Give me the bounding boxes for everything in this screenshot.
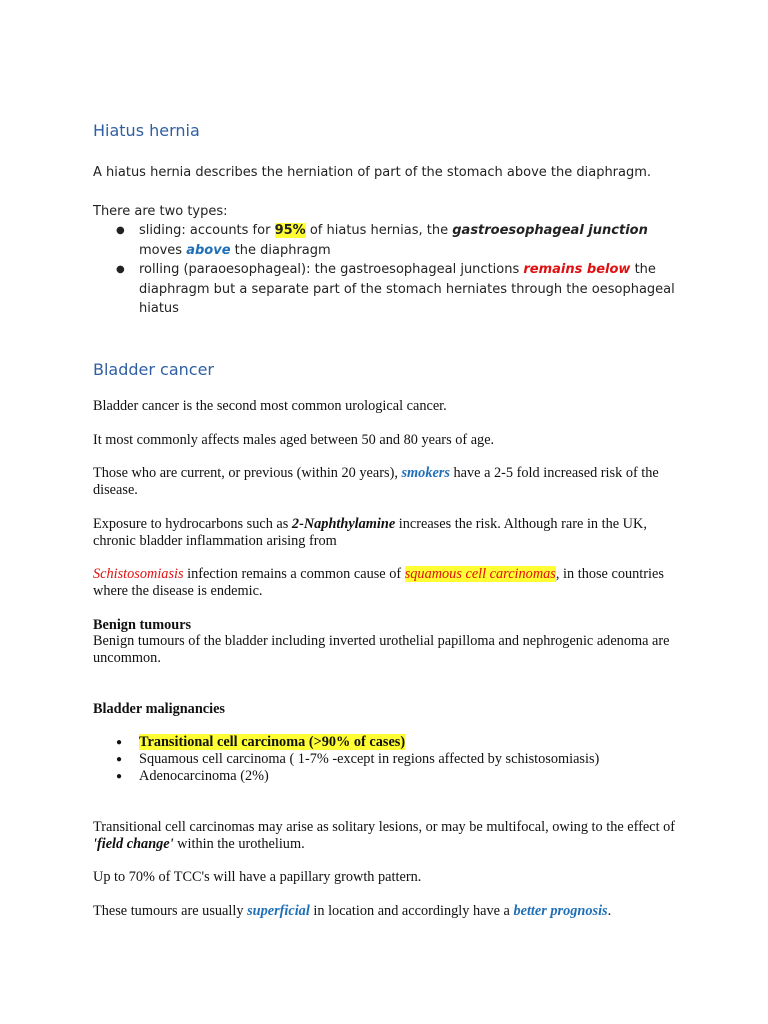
hiatus-types-list: [93, 221, 679, 319]
list-item-sliding: ● sliding: accounts for 95% of hiatus hernias, the gastroesophageal junction moves above the diaphragm: [116, 223, 648, 258]
list-item-rolling: ● rolling (paraoesophageal): the gastroesophageal junctions remains below the diaphragm but a separate part of the stomach herniates through the oesophageal hiatus: [116, 262, 675, 316]
bullet: ●: [116, 225, 125, 236]
bladder-p4-hydrocarbons: Exposure to hydrocarbons such as 2-Naphthylamine increases the risk. Although rare in the UK, chronic bladder inflammation arising from: [93, 516, 647, 549]
list-item: ● Squamous cell carcinoma ( 1-7% -except in regions affected by schistosomiasis): [116, 751, 600, 767]
transitional-cell-carcinoma-item: Transitional cell carcinoma (>90% of cases): [139, 734, 406, 750]
bullet: ●: [116, 737, 123, 748]
gastroesophageal-junction-term: gastroesophageal junction: [452, 223, 648, 238]
benign-tumours-text: Benign tumours of the bladder including inverted urothelial papilloma and nephrogenic adenoma are uncommon.: [93, 633, 670, 666]
bladder-p3-smokers: Those who are current, or previous (within 20 years), smokers have a 2-5 fold increased risk of the disease.: [93, 465, 659, 498]
naphthylamine-term: 2-Naphthylamine: [291, 516, 396, 532]
bladder-malignancies-heading: Bladder malignancies: [93, 701, 225, 717]
schistosomiasis-term: Schistosomiasis: [93, 566, 184, 582]
bullet: ●: [116, 754, 123, 765]
bullet: ●: [116, 264, 125, 275]
bladder-p2: It most commonly affects males aged between 50 and 80 years of age.: [93, 432, 495, 448]
superficial-term: superficial: [247, 903, 310, 919]
list-item: ● Adenocarcinoma (2%): [116, 768, 269, 784]
bladder-p7: Up to 70% of TCC's will have a papillary growth pattern.: [93, 869, 422, 885]
remains-below-term: remains below: [523, 262, 631, 277]
list-item: [93, 734, 699, 751]
hiatus-hernia-heading: Hiatus hernia: [93, 121, 200, 140]
bullet: ●: [116, 771, 123, 782]
field-change-term: 'field change': [93, 836, 174, 852]
hiatus-types-intro: There are two types:: [93, 204, 228, 219]
highlight-95-percent: 95%: [274, 223, 306, 238]
hiatus-intro: A hiatus hernia describes the herniation of part of the stomach above the diaphragm.: [93, 165, 652, 180]
better-prognosis-term: better prognosis: [513, 903, 608, 919]
bladder-cancer-heading: Bladder cancer: [93, 360, 215, 379]
bladder-p5-schistosomiasis: Schistosomiasis infection remains a common cause of squamous cell carcinomas, in those countries where the disease is endemic.: [93, 566, 664, 599]
malignancies-list: [93, 734, 699, 785]
bladder-p8-prognosis: These tumours are usually superficial in location and accordingly have a better prognosis.: [93, 903, 612, 919]
bladder-p6-field-change: Transitional cell carcinomas may arise as solitary lesions, or may be multifocal, owing to the effect of 'field change' within the urothelium.: [93, 819, 676, 852]
above-term: above: [186, 242, 231, 258]
benign-tumours-heading: Benign tumours: [93, 617, 192, 633]
bladder-p1: Bladder cancer is the second most common urological cancer.: [93, 398, 447, 414]
squamous-cell-carcinomas-term: squamous cell carcinomas: [404, 566, 556, 582]
smokers-term: smokers: [401, 465, 450, 481]
